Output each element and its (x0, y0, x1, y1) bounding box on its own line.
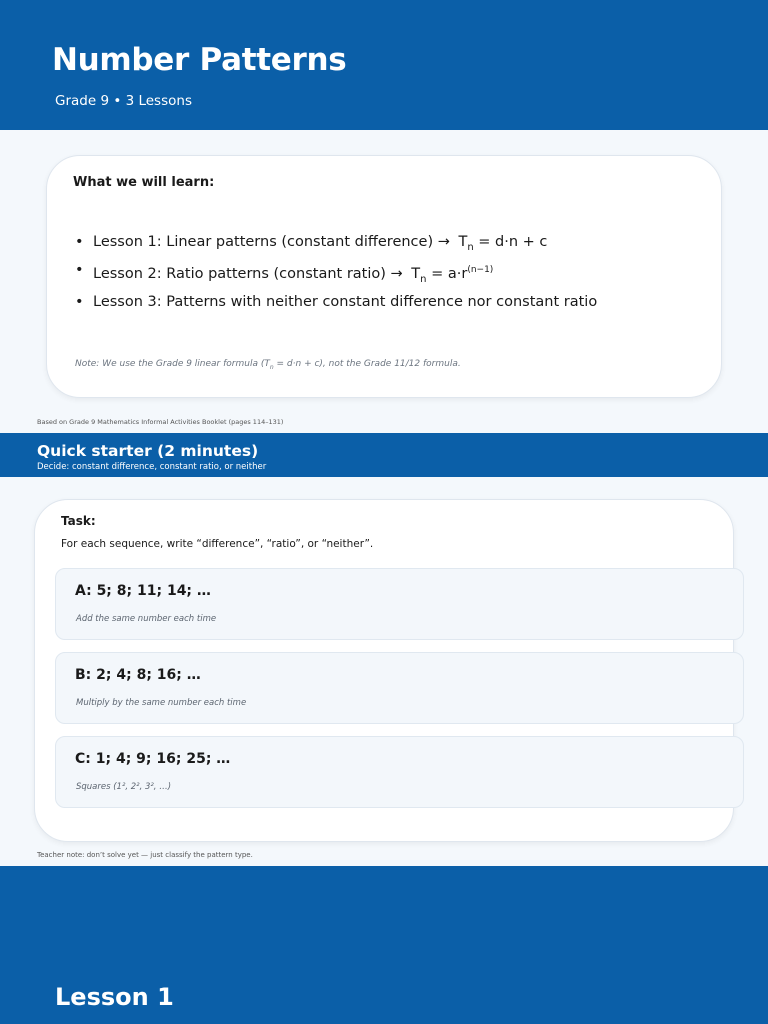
formula-term: T (458, 234, 468, 250)
linear-formula (458, 234, 548, 253)
note-text: Note: We use the Grade 9 linear formula (T (75, 359, 270, 369)
lesson-title: Lesson 1 (55, 983, 174, 1011)
sequence-hint: Multiply by the same number each time (76, 698, 247, 708)
lesson-item-2 (73, 259, 597, 291)
task-card (34, 499, 734, 842)
lesson-item-3 (73, 291, 597, 314)
sequence-label: A: 5; 8; 11; 14; … (75, 583, 211, 599)
lesson-list (73, 231, 597, 314)
page-subtitle: Grade 9 • 3 Lessons (55, 93, 192, 109)
task-heading: Task: (61, 514, 96, 528)
learn-card (46, 155, 722, 398)
sequence-hint: Add the same number each time (76, 614, 217, 624)
formula-note (75, 359, 461, 371)
ratio-formula (411, 264, 494, 285)
sequence-c-box (55, 736, 744, 808)
starter-title: Quick starter (2 minutes) (37, 442, 259, 460)
formula-term: T (411, 265, 421, 282)
task-instruction: For each sequence, write “difference”, “ratio”, or “neither”. (61, 538, 374, 550)
lesson-item-text: Lesson 2: Ratio patterns (constant ratio) → (93, 265, 403, 282)
note-subscript: n (269, 363, 274, 371)
formula-rest: = a·r (426, 265, 468, 282)
source-footnote: Based on Grade 9 Mathematics Informal Activities Booklet (pages 114–131) (37, 418, 284, 426)
starter-subtitle: Decide: constant difference, constant ratio, or neither (37, 462, 267, 472)
formula-subscript: n (420, 273, 427, 285)
lesson-item-text: Lesson 3: Patterns with neither constant difference nor constant ratio (93, 293, 598, 310)
sequence-b-box (55, 652, 744, 724)
sequence-label: C: 1; 4; 9; 16; 25; … (75, 751, 231, 767)
teacher-note: Teacher note: don’t solve yet — just classify the pattern type. (37, 851, 253, 859)
sequence-hint: Squares (1², 2², 3², …) (76, 782, 172, 792)
page-title: Number Patterns (52, 42, 347, 78)
learn-heading: What we will learn: (73, 175, 215, 190)
formula-subscript: n (467, 241, 474, 253)
starter-header (0, 433, 768, 477)
note-text-end: = d·n + c), not the Grade 11/12 formula. (273, 359, 461, 369)
lesson-item-text: Lesson 1: Linear patterns (constant difference) → (93, 234, 450, 250)
sequence-a-box (55, 568, 744, 640)
formula-exponent: (n−1) (467, 264, 494, 275)
lesson-item-1 (73, 231, 597, 259)
lesson-slide (0, 866, 768, 1024)
title-slide (0, 0, 768, 130)
sequence-label: B: 2; 4; 8; 16; … (75, 667, 201, 683)
formula-rest: = d·n + c (473, 234, 548, 250)
